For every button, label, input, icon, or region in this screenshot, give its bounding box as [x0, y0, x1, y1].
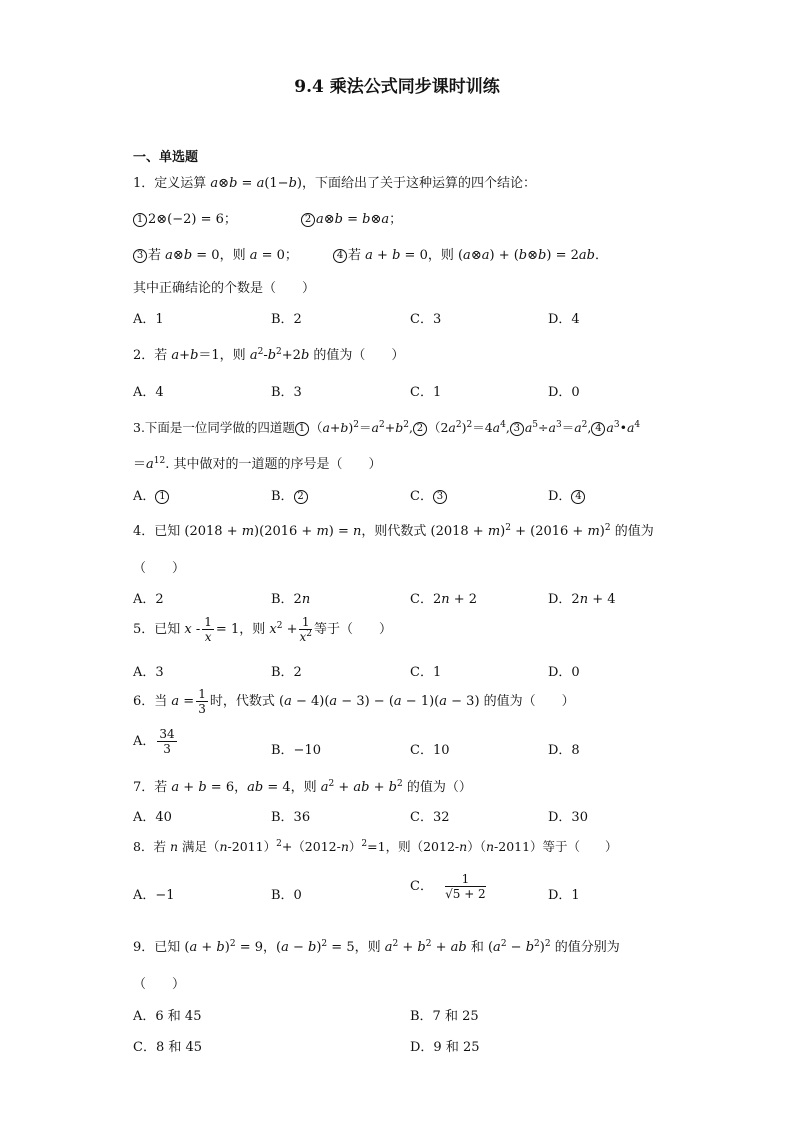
page-title: 9.4 乘法公式同步课时训练	[294, 77, 500, 97]
q3-option-c[interactable]: C． 3	[410, 485, 448, 504]
q6-option-b[interactable]: B．−10	[271, 743, 321, 758]
q7-option-a[interactable]: A．40	[133, 810, 172, 825]
q2-option-c[interactable]: C．1	[410, 385, 442, 400]
q5-option-a[interactable]: A．3	[133, 665, 164, 680]
q7-option-b[interactable]: B．36	[271, 810, 311, 825]
q5-option-b[interactable]: B．2	[271, 665, 302, 680]
q8-option-c[interactable]: C． $\frac{1}{√5 + 2}$	[410, 872, 486, 901]
q9-option-a[interactable]: A．6 和 45	[133, 1009, 202, 1024]
q6-option-a[interactable]: A． $\frac{34}{3}$	[133, 727, 175, 756]
q9-option-d[interactable]: D．9 和 25	[410, 1040, 480, 1055]
q1-ask: 其中正确结论的个数是（ ）	[133, 281, 316, 296]
q8-option-a[interactable]: A．−1	[133, 888, 175, 903]
q5-option-d[interactable]: D．0	[548, 665, 580, 680]
q8-option-d[interactable]: D．1	[548, 888, 580, 903]
q2-option-a[interactable]: A．4	[133, 385, 164, 400]
q7-option-c[interactable]: C．32	[410, 810, 450, 825]
q4-option-d[interactable]: D．2n + 4	[548, 592, 616, 607]
q1-conclusion-4: 4 若 a + b = 0，则 (a⊗a) + (b⊗b) = 2ab．	[333, 244, 608, 263]
q1-option-c[interactable]: C．3	[410, 312, 442, 327]
q3-option-d[interactable]: D． 4	[548, 485, 586, 504]
q8-option-b[interactable]: B．0	[271, 888, 302, 903]
q2-option-b[interactable]: B．3	[271, 385, 302, 400]
q1-option-d[interactable]: D．4	[548, 312, 580, 327]
q7-stem: 7．若 a + b = 6，ab = 4，则 $a^2$ + ab + $b^2$ 的值为（）	[133, 779, 472, 795]
q3-stem: 3.下面是一位同学做的四道题 1 $(a+b)^2=a^2+b^2$, 2 $(2a^2)^2=4a^4$, 3 $a^5\div a^3=a^2$, 4 $a^3•a^4$	[133, 420, 641, 435]
q1-conclusion-2: 2 a⊗b = b⊗a；	[301, 208, 402, 227]
q6-option-c[interactable]: C．10	[410, 743, 450, 758]
q2-option-d[interactable]: D．0	[548, 385, 580, 400]
q9-stem: 9．已知 $(a + b)^2 = 9$，$(a - b)^2 = 5$，则 $a^2 + b^2$ + ab 和 $(a^2 - b^2)^2$ 的值分别为	[133, 939, 620, 955]
q4-option-b[interactable]: B．2n	[271, 592, 311, 607]
q1-option-b[interactable]: B．2	[271, 312, 302, 327]
q6-option-d[interactable]: D．8	[548, 743, 580, 758]
q5-stem: 5．已知 x - $\frac{1}{x}$ = 1，则 $x^2$ + $\frac{1}{x^2}$ 等于（ ）	[133, 615, 392, 644]
q3-option-b[interactable]: B． 2	[271, 485, 309, 504]
q9-option-c[interactable]: C．8 和 45	[133, 1040, 203, 1055]
q1-conclusion-3: 3 若 a⊗b = 0，则 a = 0；	[133, 244, 298, 263]
q4-stem: 4．已知 (2018 + m)(2016 + m) = n，则代数式 $(2018 + m)^2 + (2016 + m)^2$ 的值为	[133, 523, 654, 539]
q2-stem: 2．若 a+b＝1，则 $a^2-b^2+2b$ 的值为（ ）	[133, 347, 405, 363]
q6-stem: 6．当 a = $\frac{1}{3}$ 时，代数式 (a − 4)(a − 3) − (a − 1)(a − 3) 的值为（ ）	[133, 687, 575, 716]
q3-stem-2: $=a^{12}$. 其中做对的一道题的序号是（ ）	[133, 456, 382, 472]
q4-paren: （ ）	[133, 561, 186, 576]
q3-option-a[interactable]: A． 1	[133, 485, 170, 504]
q5-option-c[interactable]: C．1	[410, 665, 442, 680]
q4-option-a[interactable]: A．2	[133, 592, 164, 607]
section-heading: 一、单选题	[133, 150, 199, 165]
q1-stem: 1．定义运算 a⊗b = a(1−b)，下面给出了关于这种运算的四个结论：	[133, 176, 536, 191]
q8-stem: 8．若 n 满足$(n-2011)^2+(2012-n)^2=1$，则（2012-n）（n-2011）等于（ ）	[133, 839, 618, 854]
q9-option-b[interactable]: B．7 和 25	[410, 1009, 479, 1024]
q1-option-a[interactable]: A．1	[133, 312, 164, 327]
q9-paren: （ ）	[133, 977, 186, 992]
q7-option-d[interactable]: D．30	[548, 810, 588, 825]
q1-conclusion-1: 1 2⊗(−2) = 6；	[133, 208, 237, 227]
q4-option-c[interactable]: C．2n + 2	[410, 592, 478, 607]
